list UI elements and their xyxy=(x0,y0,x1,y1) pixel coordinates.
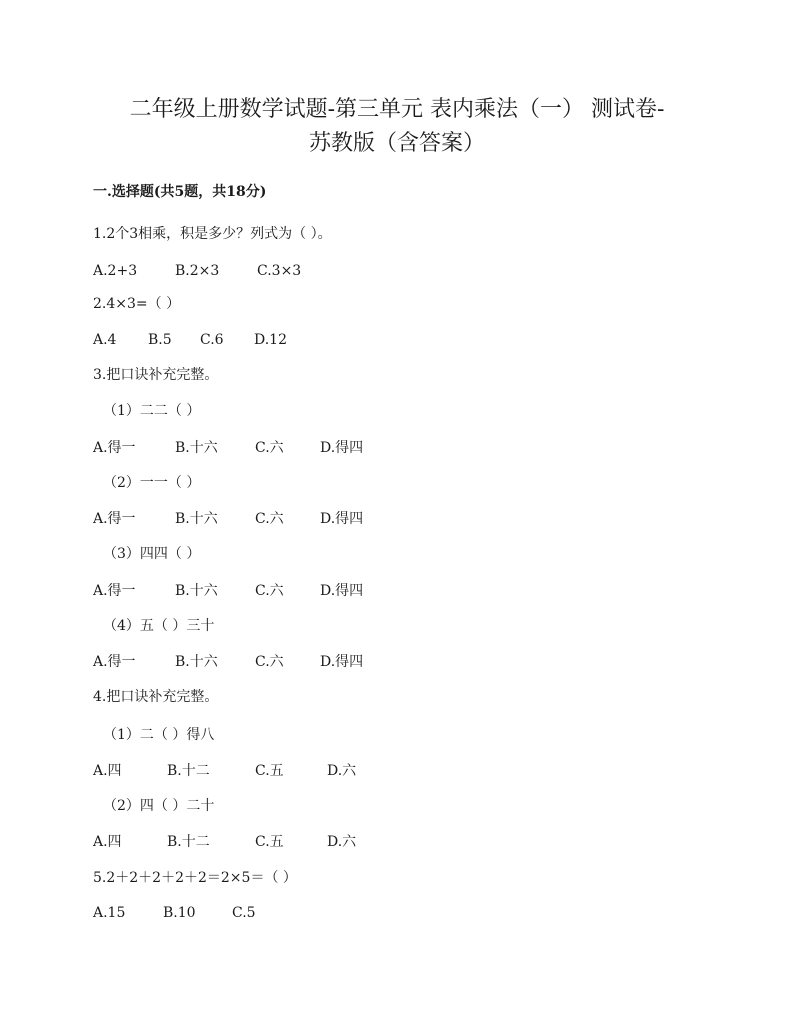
question-3-part-3-option-c: C.六 xyxy=(255,583,284,599)
question-3-part-2-option-d: D.得四 xyxy=(320,511,364,527)
question-4-part-1-option-d: D.六 xyxy=(327,763,357,779)
document-title-line1: 二年级上册数学试题-第三单元 表内乘法（一） 测试卷- xyxy=(129,97,665,122)
question-2-option-c: C.6 xyxy=(200,332,224,348)
question-4-stem: 4.把口诀补充完整。 xyxy=(93,689,219,705)
question-1-option-c: C.3×3 xyxy=(257,263,302,279)
question-2-option-a: A.4 xyxy=(93,332,117,348)
question-4-part-1-option-a: A.四 xyxy=(93,763,122,779)
question-3-part-4-option-c: C.六 xyxy=(255,654,284,670)
question-3-part-1-option-d: D.得四 xyxy=(320,440,364,456)
question-3-part-3-prompt: （3）四四（ ） xyxy=(103,546,201,562)
question-1-option-a: A.2+3 xyxy=(93,263,138,279)
question-1-option-b: B.2×3 xyxy=(175,263,220,279)
question-4-part-2-option-d: D.六 xyxy=(327,834,357,850)
question-4-part-2-option-b: B.十二 xyxy=(167,834,210,850)
question-4-part-2-prompt: （2）四（ ）二十 xyxy=(103,798,215,814)
question-5-stem: 5.2＋2＋2＋2＋2＝2×5＝（ ） xyxy=(93,870,297,886)
question-3-part-3-option-d: D.得四 xyxy=(320,583,364,599)
question-2-stem: 2.4×3=（ ） xyxy=(93,296,181,312)
question-4-part-2-option-c: C.五 xyxy=(255,834,284,850)
question-5-option-b: B.10 xyxy=(163,905,196,921)
question-3-part-4-prompt: （4）五（ ）三十 xyxy=(103,618,215,634)
question-3-part-4-option-a: A.得一 xyxy=(93,654,136,670)
question-3-part-3-option-a: A.得一 xyxy=(93,583,136,599)
question-3-part-4-option-d: D.得四 xyxy=(320,654,364,670)
question-3-part-3-option-b: B.十六 xyxy=(175,583,218,599)
question-3-part-1-option-a: A.得一 xyxy=(93,440,136,456)
question-4-part-2-option-a: A.四 xyxy=(93,834,122,850)
question-3-part-2-option-c: C.六 xyxy=(255,511,284,527)
question-3-part-1-option-b: B.十六 xyxy=(175,440,218,456)
question-2-option-d: D.12 xyxy=(254,332,287,348)
document-title-line2: 苏教版（含答案） xyxy=(308,131,485,156)
question-2-option-b: B.5 xyxy=(148,332,172,348)
question-3-part-2-option-a: A.得一 xyxy=(93,511,136,527)
question-5-option-a: A.15 xyxy=(93,905,126,921)
question-3-part-2-prompt: （2）一一（ ） xyxy=(103,475,201,491)
question-5-option-c: C.5 xyxy=(232,905,256,921)
question-4-part-1-option-b: B.十二 xyxy=(167,763,210,779)
question-4-part-1-prompt: （1）二（ ）得八 xyxy=(103,727,215,743)
question-3-stem: 3.把口诀补充完整。 xyxy=(93,367,219,383)
question-3-part-1-option-c: C.六 xyxy=(255,440,284,456)
question-3-part-2-option-b: B.十六 xyxy=(175,511,218,527)
question-3-part-1-prompt: （1）二二（ ） xyxy=(103,403,201,419)
question-4-part-1-option-c: C.五 xyxy=(255,763,284,779)
question-1-stem: 1.2个3相乘，积是多少？列式为（ ）。 xyxy=(93,226,332,242)
section-heading: 一.选择题(共5题，共18分) xyxy=(93,184,267,200)
question-3-part-4-option-b: B.十六 xyxy=(175,654,218,670)
